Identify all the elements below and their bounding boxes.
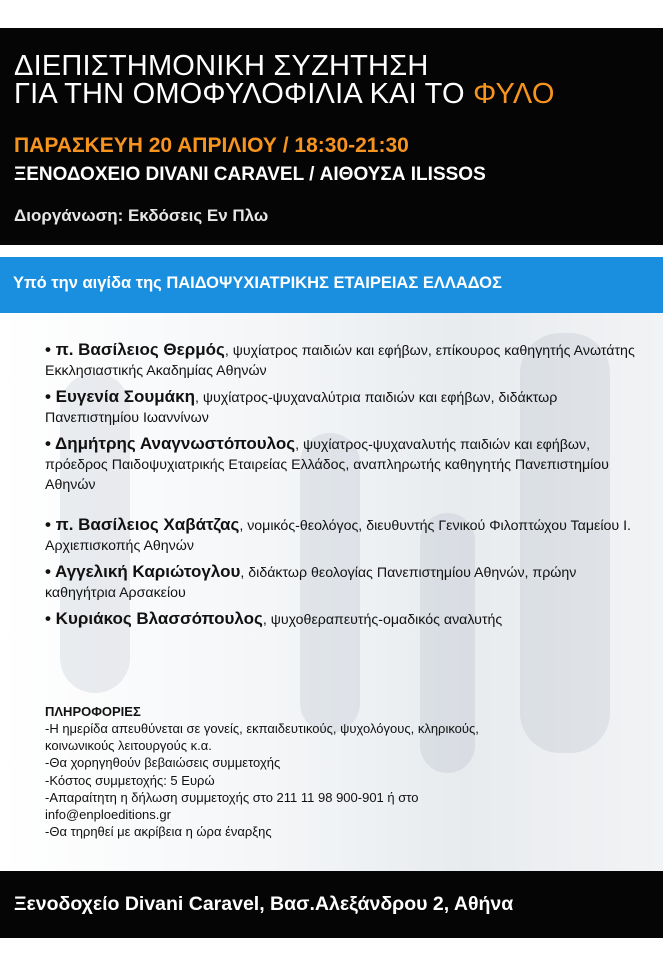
speaker-name: • π. Βασίλειος Χαβάτζας	[45, 515, 240, 534]
aegis-text: Υπό την αιγίδα της ΠΑΙΔΟΨΥΧΙΑΤΡΙΚΗΣ ΕΤΑΙΡΕΙΑΣ ΕΛΛΑΔΟΣ	[13, 274, 502, 292]
title-highlight: ΦΥΛΟ	[473, 78, 555, 110]
top-margin	[0, 0, 663, 28]
speaker-list	[45, 340, 645, 636]
info-section	[45, 703, 645, 840]
header-banner	[0, 28, 663, 245]
footer-address: Ξενοδοχείο Divani Caravel, Βασ.Αλεξάνδρου 2, Αθήνα	[14, 893, 514, 915]
speaker-item	[45, 515, 645, 556]
event-venue: ΞΕΝΟΔΟΧΕΙΟ DIVANI CARAVEL / ΑΙΘΟΥΣΑ ILISSOS	[14, 164, 486, 185]
event-title	[14, 52, 654, 108]
speaker-description: , ψυχοθεραπευτής-ομαδικός αναλυτής	[262, 612, 503, 628]
speaker-description: , νομικός-θεολόγος, διευθυντής Γενικού Φιλοπτώχου Ταμείου Ι. Αρχιεπισκοπής Αθηνών	[45, 518, 631, 554]
event-date-time: ΠΑΡΑΣΚΕΥΗ 20 ΑΠΡΙΛΙΟΥ / 18:30-21:30	[14, 134, 409, 157]
info-line: -Θα χορηγηθούν βεβαιώσεις συμμετοχής	[45, 755, 281, 771]
speaker-name: • Αγγελική Καριώτογλου	[45, 562, 241, 581]
speaker-description: , ψυχίατρος-ψυχαναλύτρια παιδιών και εφήβων, διδάκτωρ Πανεπιστημίου Ιωαννίνων	[45, 390, 558, 426]
title-line-1: ΔΙΕΠΙΣΤΗΜΟΝΙΚΗ ΣΥΖΗΤΗΣΗ	[14, 50, 429, 82]
info-line: -Θα τηρηθεί με ακρίβεια η ώρα έναρξης	[45, 824, 272, 840]
content-area	[0, 313, 663, 871]
aegis-band	[0, 257, 663, 313]
speaker-item	[45, 387, 645, 428]
bottom-margin	[0, 938, 663, 960]
speaker-item	[45, 562, 645, 603]
speaker-item	[45, 340, 645, 381]
title-line-2	[14, 80, 654, 108]
info-line: -Απαραίτητη η δήλωση συμμετοχής στο 211 11 98 900-901 ή στο	[45, 789, 419, 805]
speaker-name: • Ευγενία Σουμάκη	[45, 387, 195, 406]
info-line: -Κόστος συμμετοχής: 5 Ευρώ	[45, 772, 215, 788]
speaker-description: , ψυχίατρος παιδιών και εφήβων, επίκουρος καθηγητής Ανωτάτης Εκκλησιαστικής Ακαδημίας Αθηνών	[45, 343, 635, 379]
speaker-name: • Κυριάκος Βλασσόπουλος	[45, 609, 263, 628]
info-line: κοινωνικούς λειτουργούς κ.α.	[45, 738, 212, 754]
info-line: -Η ημερίδα απευθύνεται σε γονείς, εκπαιδευτικούς, ψυχολόγους, κληρικούς,	[45, 721, 479, 736]
title-line-2-prefix: ΓΙΑ ΤΗΝ ΟΜΟΦΥΛΟΦΙΛΙΑ ΚΑΙ ΤΟ	[14, 78, 474, 110]
divider-gap	[0, 245, 663, 257]
info-title: ΠΛΗΡΟΦΟΡΙΕΣ	[45, 704, 141, 719]
speaker-name: • Δημήτρης Αναγνωστόπουλος	[45, 434, 296, 453]
speaker-description: , διδάκτωρ θεολογίας Πανεπιστημίου Αθηνών, πρώην καθηγήτρια Αρσακείου	[45, 565, 577, 601]
speaker-item	[45, 609, 645, 630]
footer-banner	[0, 871, 663, 938]
speaker-name: • π. Βασίλειος Θερμός	[45, 340, 225, 359]
speaker-item	[45, 434, 645, 495]
speaker-description: , ψυχίατρος-ψυχαναλυτής παιδιών και εφήβων, πρόεδρος Παιδοψυχιατρικής Εταιρείας Ελλάδος, αναπληρωτής καθηγητής Πανεπιστημίου Αθηνών	[45, 437, 609, 493]
info-email: info@enploeditions.gr	[45, 807, 171, 823]
event-organizer: Διοργάνωση: Εκδόσεις Εν Πλω	[14, 206, 269, 225]
